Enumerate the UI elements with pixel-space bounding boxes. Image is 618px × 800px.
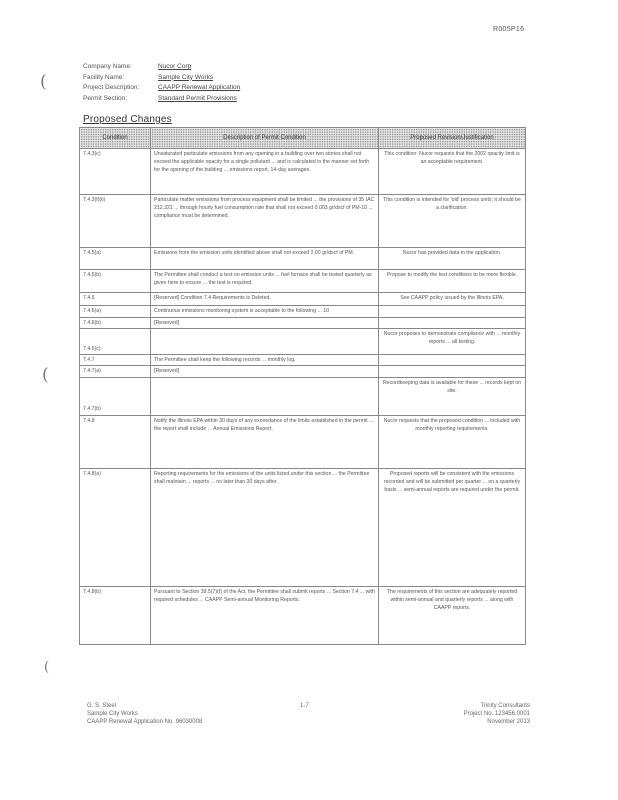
cell-justification: Propose to modify the test conditions to be more flexible.	[379, 270, 526, 293]
page-number: 1-7	[300, 703, 309, 709]
header-row	[83, 73, 240, 84]
table-row	[80, 318, 526, 329]
cell-description: Notify the Illinois EPA within 30 days of any exceedance of the limits established in the permit ... the report shall include ... Annual Emissions Report.	[151, 415, 379, 468]
cell-condition: 7.4.6(c)	[80, 329, 151, 355]
table-row	[80, 415, 526, 468]
header-value: Sample City Works	[158, 73, 214, 81]
cell-description: [Reserved]	[151, 318, 379, 329]
table-row	[80, 248, 526, 270]
header-row	[83, 83, 240, 94]
header-row	[83, 62, 240, 73]
table-row	[80, 377, 526, 415]
table-row	[80, 270, 526, 293]
cell-justification: Nucor has provided data in the application.	[379, 248, 526, 270]
table-row	[80, 468, 526, 586]
proposed-changes-table	[79, 127, 526, 645]
header-value: CAAPP Renewal Application	[158, 84, 241, 91]
cell-justification: This condition is intended for 'old' process units; it should be a clarification.	[379, 195, 526, 248]
cell-condition: 7.4.7(b)	[80, 377, 151, 415]
column-header-justification: Proposed Revision/Justification	[379, 128, 526, 149]
table-row	[80, 149, 526, 195]
cell-justification: Nucor requests that the proposed condition ... included with monthly reporting requirements.	[379, 415, 526, 468]
cell-condition: 7.4.5(b)	[80, 270, 151, 293]
cell-justification: See CAAPP policy issued by the Illinois EPA.	[379, 293, 526, 306]
cell-justification	[379, 306, 526, 318]
footer-consultant: Trinity Consultants	[480, 703, 530, 709]
cell-description	[151, 377, 379, 415]
cell-justification: This condition: Nucor requests that the 2002 opacity limit is an acceptable requirement.	[379, 149, 526, 195]
cell-condition: 7.4.3(f)(ii)	[80, 195, 151, 248]
header-value: Standard Permit Provisions	[158, 94, 237, 102]
table-row	[80, 195, 526, 248]
cell-condition: 7.4.5(a)	[80, 248, 151, 270]
cell-justification: The requirements of this section are adequately reported within semi-annual and quarterly reports ... along with CAAPP reports.	[379, 586, 526, 644]
header-label: Project Description:	[83, 84, 140, 91]
cell-description: Reporting requirements for the emissions of the units listed under this section ... the Permittee shall maintain ... reports ... no later than 30 days after.	[151, 468, 379, 586]
cell-justification: Nucor proposes to demonstrate compliance with ... monthly reports ... all testing.	[379, 329, 526, 355]
cell-justification	[379, 318, 526, 329]
header-value: Nucor Corp	[158, 63, 192, 70]
footer-project: Project No. 123456.0001	[463, 711, 530, 717]
table-row	[80, 366, 526, 377]
cell-description	[151, 329, 379, 355]
cell-description: Particulate matter emissions from process equipment shall be limited ... the provisions of 35 IAC 212.321 ... through hourly fuel consumption rate that shall not exceed 0.003 gr/dscf of PM-10 ... compliance must be determined.	[151, 195, 379, 248]
cell-condition: 7.4.6(a)	[80, 306, 151, 318]
cell-description: [Reserved] Condition 7.4 Requirements is Deleted.	[151, 293, 379, 306]
cell-description: Unsaturated particulate emissions from any opening in a building over two stories shall not exceed the applicable opacity for a single pollutant ... and is calculated in the manner set forth for the opening of the building ... emissions report, 14-day averages.	[151, 149, 379, 195]
cell-condition: 7.4.8(a)	[80, 468, 151, 586]
page-id: R005P16	[493, 26, 525, 33]
cell-justification: Recordkeeping data is available for these ... records kept on site.	[379, 377, 526, 415]
cell-condition: 7.4.3(c)	[80, 149, 151, 195]
cell-condition: 7.4.6(b)	[80, 318, 151, 329]
header-label: Permit Section:	[83, 94, 128, 102]
column-header-condition: Condition	[80, 128, 151, 149]
footer-date: November 2013	[487, 719, 530, 725]
cell-description: The Permittee shall conduct a test on emission units ... fuel furnace shall be tested quarterly as given here to ensure ... the test is required.	[151, 270, 379, 293]
cell-condition: 7.4.7	[80, 355, 151, 366]
cell-justification: Proposed reports will be consistent with the emissions recorded and will be submitted per quarter ... on a quarterly basis ... semi-annual reports are required under the permit.	[379, 468, 526, 586]
cell-description: Pursuant to Section 39.5(7)(f) of the Act, the Permittee shall submit reports ... Section 7.4 ... with required schedules ... CAAPP Semi-annual Monitoring Reports.	[151, 586, 379, 644]
cell-description: [Reserved]	[151, 366, 379, 377]
table-row	[80, 586, 526, 644]
cell-justification	[379, 355, 526, 366]
footer-right	[430, 702, 530, 726]
footer-application: CAAPP Renewal Application No. 96030008	[87, 719, 203, 725]
section-title: Proposed Changes	[83, 114, 172, 125]
cell-condition: 7.4.6	[80, 293, 151, 306]
cell-condition: 7.4.7(a)	[80, 366, 151, 377]
footer-company: G. S. Steel	[87, 703, 117, 709]
cell-description: The Permittee shall keep the following records ... monthly log.	[151, 355, 379, 366]
footer-left	[87, 702, 202, 726]
table-row	[80, 306, 526, 318]
header-row	[83, 94, 240, 105]
cell-description: Continuous emissions monitoring system is acceptable to the following ... 10	[151, 306, 379, 318]
document-header	[83, 62, 240, 104]
cell-description: Emissions from the emission units identified above shall not exceed 2.00 gr/dscf of PM.	[151, 248, 379, 270]
cell-condition: 7.4.8(b)	[80, 586, 151, 644]
table-row	[80, 329, 526, 355]
binder-hole-mark: (	[42, 365, 49, 385]
cell-justification	[379, 366, 526, 377]
header-label: Company Name:	[83, 63, 132, 70]
table-row	[80, 355, 526, 366]
table-header-row	[80, 128, 526, 149]
cell-condition: 7.4.8	[80, 415, 151, 468]
column-header-description: Description of Permit Condition	[151, 128, 379, 149]
binder-hole-mark: (	[44, 660, 50, 675]
table-row	[80, 293, 526, 306]
binder-hole-mark: (	[40, 72, 47, 92]
footer-facility: Sample City Works	[87, 711, 138, 717]
header-label: Facility Name:	[83, 73, 125, 81]
